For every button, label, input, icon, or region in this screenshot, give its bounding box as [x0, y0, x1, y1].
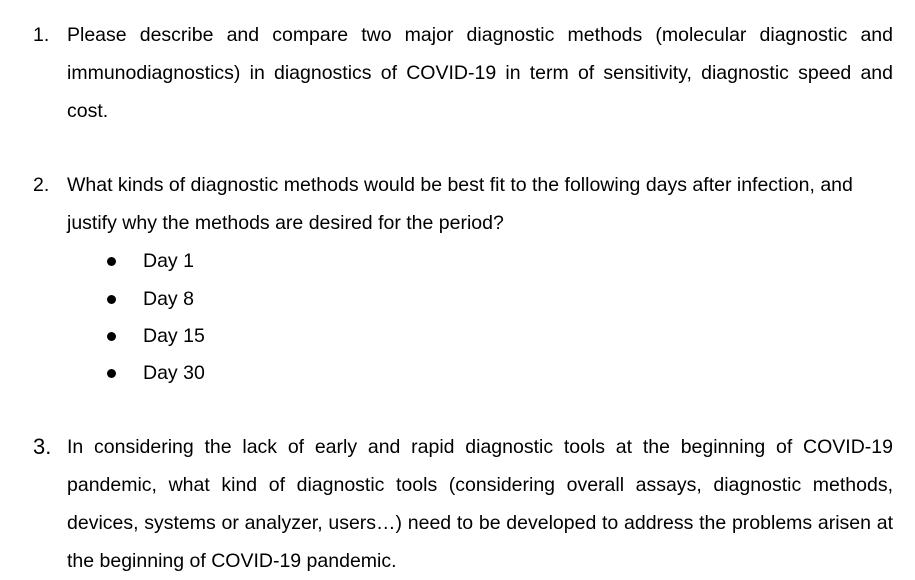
bullet-label: Day 8: [143, 288, 194, 310]
question-text: Please describe and compare two major diagnostic methods (molecular diagnostic and immunodiagnostics) in diagnostics of COVID-19 in term of sensitivity, diagnostic speed and cost.: [67, 24, 893, 122]
question-text: What kinds of diagnostic methods would be best fit to the following days after infection, and justify why the methods are desired for the period?: [67, 174, 853, 234]
list-item: [0, 242, 400, 280]
bullet-label: Day 15: [143, 325, 205, 347]
bullet-label: Day 1: [143, 250, 194, 272]
question-number: 2.: [33, 174, 50, 196]
bullet-icon: [107, 369, 116, 378]
question-text: In considering the lack of early and rapid diagnostic tools at the beginning of COVID-19 pandemic, what kind of diagnostic tools (considering overall assays, diagnostic methods, devices, systems or analyzer, users…) need to be developed to address the problems arisen at the beginning of COVID-19 pandemic.: [67, 436, 893, 572]
question-number: 3.: [33, 434, 52, 459]
bullet-label: Day 30: [143, 362, 205, 384]
question-number: 1.: [33, 24, 50, 46]
list-item: [0, 317, 400, 355]
bullet-icon: [107, 295, 116, 304]
bullet-icon: [107, 332, 116, 341]
bullet-icon: [107, 257, 116, 266]
list-item: [0, 280, 400, 318]
list-item: [0, 354, 400, 392]
